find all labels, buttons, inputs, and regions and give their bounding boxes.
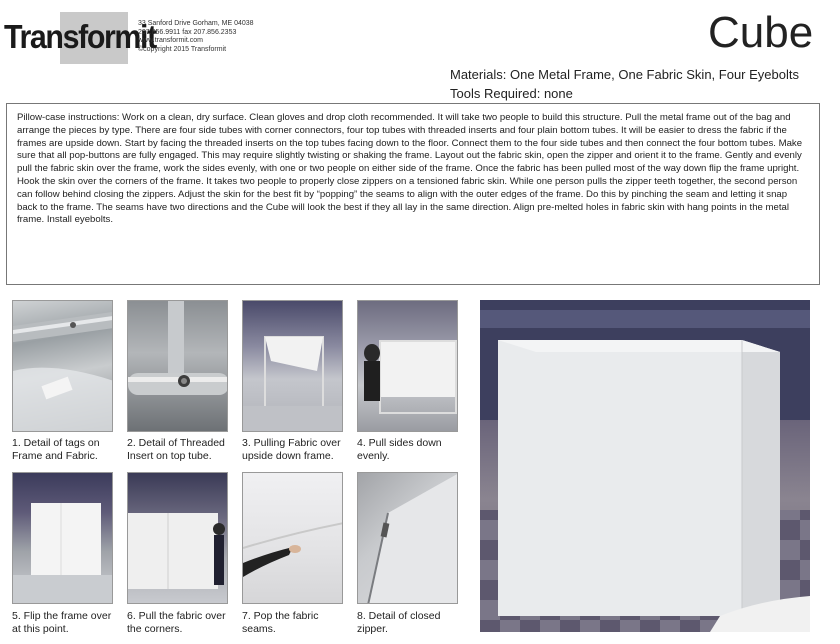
step-6-photo (127, 472, 228, 604)
materials-line (450, 67, 799, 82)
contact-copyright: ©copyright 2015 Transformit (138, 45, 227, 53)
step-4-caption: 4. Pull sides down evenly. (357, 437, 442, 462)
step-8-caption: 8. Detail of closed zipper. (357, 610, 441, 635)
step-8-photo (357, 472, 458, 604)
step-7-photo (242, 472, 343, 604)
contact-phone: 207.856.9911 fax 207.856.2353 (138, 28, 237, 36)
step-3-caption: 3. Pulling Fabric over upside down frame. (242, 437, 341, 462)
pulling-corners-illustration (128, 473, 228, 604)
step-1-photo (12, 300, 113, 432)
finished-cube-photo (480, 300, 810, 632)
tools-label: Tools Required: (450, 86, 541, 101)
contact-address: 33 Sanford Drive Gorham, ME 04038 (138, 20, 254, 27)
upside-down-frame-illustration (243, 301, 343, 432)
contact-website: www.transformit.com (138, 37, 203, 45)
step-2-photo (127, 300, 228, 432)
frame-tube-illustration (13, 301, 113, 432)
threaded-insert-illustration (128, 301, 228, 432)
pop-seams-illustration (243, 473, 343, 604)
step-6-caption: 6. Pull the fabric over the corners. (127, 610, 226, 635)
closed-zipper-illustration (358, 473, 458, 604)
instructions-text: Pillow-case instructions: Work on a clean, dry surface. Clean gloves and drop cloth recommended. It will take two people to build this structure. Pull the metal frame out of the bag and arrange the pieces by type. There are four side tubes with corner connectors, four top tubes with threaded inserts and four plain bottom tubes. It will be easier to dress the fabric if the frames are upside down. Start by facing the threaded inserts on the top tubes facing down to the floor. Connect them to the four side tubes and then connect the four bottom tubes. Make sure that all pop-buttons are fully engaged. This may require slightly twisting or shaking the frame. Layout out the fabric skin, open the zipper and orient it to the frame. Gently and evenly pull the fabric skin over the frame, work the sides evenly, with one or two people on either side of the frame. Once the fabric has been pulled most of the way down flip the frame upright. Hook the skin over the corners of the frame. It takes two people to properly close zippers on a tensioned fabric skin. While one person pulls the zipper teeth together, the second person can follow behind closing the zippers. Adjust the skin for the best fit by “popping” the seams to align with the outer edges of the frame. Do this by pinching the seam and letting it snap back to the frame. The seams have two directions and the Cube will look the best if they all lay in the same direction. Align pre-melted holes in fabric skin with hang points in the metal frame. Install eyebolts. (17, 112, 803, 226)
step-1-caption: 1. Detail of tags on Frame and Fabric. (12, 437, 100, 462)
tools-line (450, 86, 573, 101)
contact-info (138, 20, 254, 54)
step-4-photo (357, 300, 458, 432)
step-3-photo (242, 300, 343, 432)
step-5-caption: 5. Flip the frame over at this point. (12, 610, 112, 635)
instructions-box (6, 103, 820, 285)
tools-value: none (543, 86, 573, 101)
page-title: Cube (708, 8, 814, 57)
brand-logo: Transformit (4, 18, 156, 55)
step-5-photo (12, 472, 113, 604)
flipped-frame-illustration (13, 473, 113, 604)
step-2-caption: 2. Detail of Threaded Insert on top tube. (127, 437, 225, 462)
materials-value: One Metal Frame, One Fabric Skin, Four Eyebolts (509, 67, 799, 82)
step-7-caption: 7. Pop the fabric seams. (242, 610, 319, 635)
finished-cube-illustration (480, 300, 810, 632)
pulling-sides-illustration (358, 301, 458, 432)
materials-label: Materials: (450, 67, 507, 82)
